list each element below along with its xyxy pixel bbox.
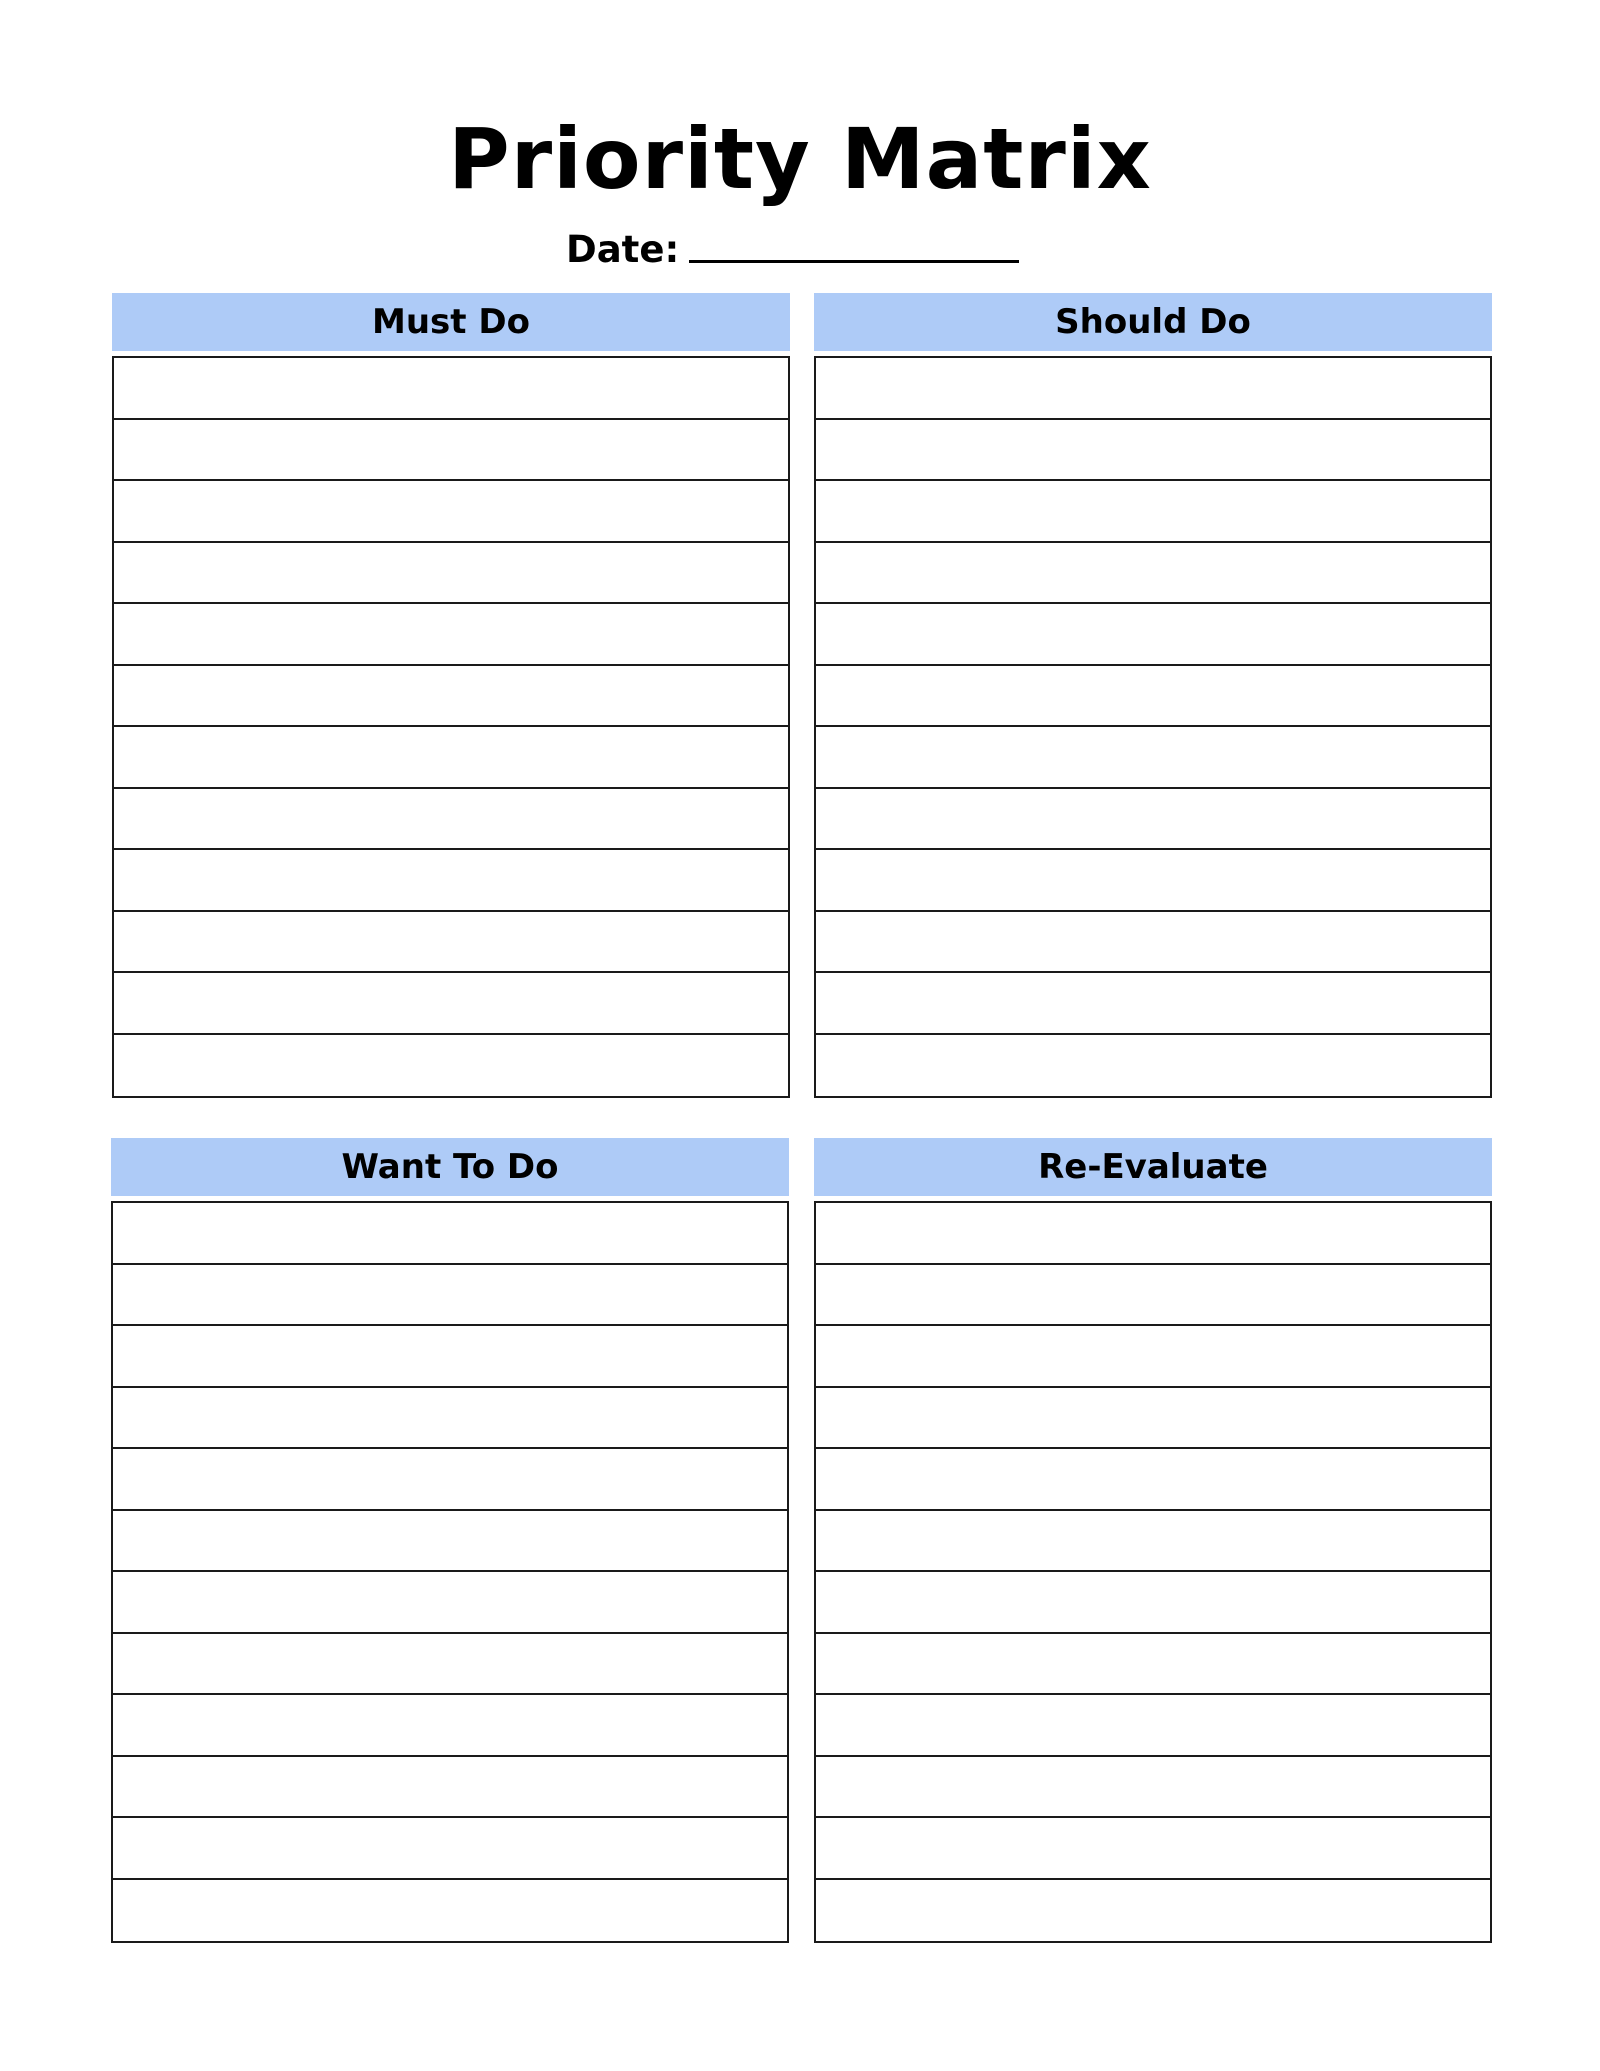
quadrant-rows bbox=[112, 356, 790, 1098]
write-line-row[interactable] bbox=[114, 666, 788, 728]
write-line-row[interactable] bbox=[816, 604, 1490, 666]
write-line-row[interactable] bbox=[816, 1388, 1490, 1450]
write-line-row[interactable] bbox=[816, 358, 1490, 420]
write-line-row[interactable] bbox=[816, 1449, 1490, 1511]
write-line-row[interactable] bbox=[113, 1265, 787, 1327]
write-line-row[interactable] bbox=[816, 1035, 1490, 1097]
write-line-row[interactable] bbox=[114, 481, 788, 543]
quadrant-header bbox=[814, 1138, 1492, 1196]
write-line-row[interactable] bbox=[113, 1757, 787, 1819]
quadrant-title: Want To Do bbox=[341, 1147, 559, 1187]
write-line-row[interactable] bbox=[114, 543, 788, 605]
write-line-row[interactable] bbox=[113, 1449, 787, 1511]
write-line-row[interactable] bbox=[816, 1880, 1490, 1942]
write-line-row[interactable] bbox=[114, 912, 788, 974]
quadrant-must-do bbox=[112, 293, 790, 1098]
write-line-row[interactable] bbox=[114, 973, 788, 1035]
write-line-row[interactable] bbox=[816, 1634, 1490, 1696]
date-field bbox=[566, 224, 1019, 276]
date-write-line[interactable] bbox=[689, 260, 1019, 263]
date-label: Date: bbox=[566, 228, 680, 271]
quadrant-rows bbox=[814, 356, 1492, 1098]
write-line-row[interactable] bbox=[113, 1511, 787, 1573]
quadrant-title: Must Do bbox=[372, 302, 530, 342]
quadrant-rows bbox=[814, 1201, 1492, 1943]
quadrant-title: Re-Evaluate bbox=[1038, 1147, 1268, 1187]
quadrant-header bbox=[112, 293, 790, 351]
write-line-row[interactable] bbox=[816, 543, 1490, 605]
write-line-row[interactable] bbox=[816, 1757, 1490, 1819]
write-line-row[interactable] bbox=[114, 358, 788, 420]
write-line-row[interactable] bbox=[114, 789, 788, 851]
quadrant-want-to-do bbox=[111, 1138, 789, 1943]
write-line-row[interactable] bbox=[816, 666, 1490, 728]
write-line-row[interactable] bbox=[816, 1511, 1490, 1573]
write-line-row[interactable] bbox=[816, 1265, 1490, 1327]
quadrant-title: Should Do bbox=[1055, 302, 1251, 342]
quadrant-re-evaluate bbox=[814, 1138, 1492, 1943]
write-line-row[interactable] bbox=[114, 850, 788, 912]
quadrant-rows bbox=[111, 1201, 789, 1943]
write-line-row[interactable] bbox=[113, 1388, 787, 1450]
write-line-row[interactable] bbox=[816, 1818, 1490, 1880]
quadrant-header bbox=[111, 1138, 789, 1196]
write-line-row[interactable] bbox=[816, 1572, 1490, 1634]
write-line-row[interactable] bbox=[114, 727, 788, 789]
write-line-row[interactable] bbox=[816, 481, 1490, 543]
write-line-row[interactable] bbox=[816, 789, 1490, 851]
write-line-row[interactable] bbox=[816, 973, 1490, 1035]
write-line-row[interactable] bbox=[816, 727, 1490, 789]
write-line-row[interactable] bbox=[113, 1326, 787, 1388]
write-line-row[interactable] bbox=[113, 1572, 787, 1634]
quadrant-should-do bbox=[814, 293, 1492, 1098]
write-line-row[interactable] bbox=[114, 1035, 788, 1097]
write-line-row[interactable] bbox=[816, 1203, 1490, 1265]
write-line-row[interactable] bbox=[816, 1326, 1490, 1388]
write-line-row[interactable] bbox=[114, 604, 788, 666]
write-line-row[interactable] bbox=[816, 1695, 1490, 1757]
write-line-row[interactable] bbox=[816, 420, 1490, 482]
quadrant-header bbox=[814, 293, 1492, 351]
write-line-row[interactable] bbox=[114, 420, 788, 482]
page-title: Priority Matrix bbox=[448, 110, 1152, 208]
write-line-row[interactable] bbox=[113, 1695, 787, 1757]
write-line-row[interactable] bbox=[113, 1818, 787, 1880]
write-line-row[interactable] bbox=[816, 850, 1490, 912]
write-line-row[interactable] bbox=[113, 1880, 787, 1942]
write-line-row[interactable] bbox=[113, 1634, 787, 1696]
write-line-row[interactable] bbox=[816, 912, 1490, 974]
write-line-row[interactable] bbox=[113, 1203, 787, 1265]
